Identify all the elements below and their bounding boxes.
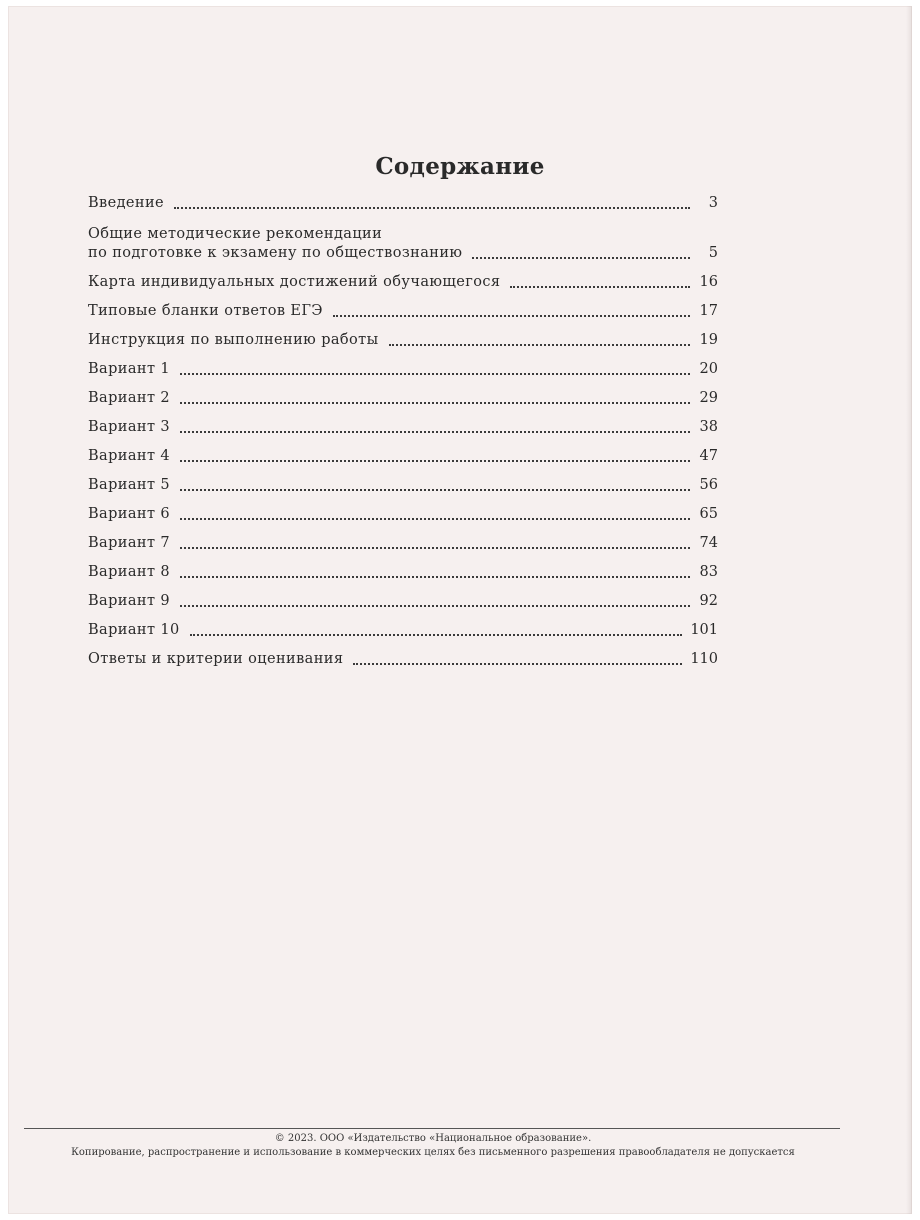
toc-entry [88, 555, 718, 584]
toc-entry-page-number: 19 [699, 332, 718, 348]
toc-entry-title [88, 389, 170, 408]
toc-entry-title [88, 534, 170, 553]
toc-entry-title-line: Вариант 4 [88, 448, 171, 464]
toc-entry-title-line: Общие методические рекомендации [88, 226, 383, 242]
toc-entry-title-line: Введение [88, 195, 165, 211]
toc-entry-title-line: по подготовке к экзамену по обществознанию [88, 245, 463, 261]
toc-entry-title-line: Вариант 5 [88, 477, 171, 493]
toc-dot-leader [180, 605, 690, 607]
toc-entry [88, 439, 718, 468]
toc-entry-title [88, 592, 170, 611]
toc-entry-page-number: 29 [699, 390, 718, 406]
toc-entry-page-number: 83 [699, 564, 718, 580]
toc-entry-page-number: 47 [699, 448, 718, 464]
toc-entry-page-number: 110 [690, 651, 718, 667]
toc-entry-page-number: 56 [699, 477, 718, 493]
toc-entry-title-line: Вариант 8 [88, 564, 171, 580]
toc-entry [88, 526, 718, 555]
toc-entry-page-number: 92 [699, 593, 718, 609]
toc-entry-title-line: Вариант 7 [88, 535, 171, 551]
toc-dot-leader [353, 663, 682, 665]
toc-entry [88, 381, 718, 410]
toc-entry-title [88, 563, 170, 582]
toc-entry-title [88, 302, 323, 321]
toc-dot-leader [190, 634, 683, 636]
toc-entry-page-number: 5 [708, 245, 718, 261]
toc-entry-page-number: 20 [699, 361, 718, 377]
toc-entry [88, 352, 718, 381]
toc-entry [88, 215, 718, 265]
toc-entry [88, 265, 718, 294]
toc-entry-title [88, 194, 164, 213]
toc-dot-leader [174, 207, 690, 209]
toc-entry-title [88, 225, 462, 263]
toc-entry-title [88, 447, 170, 466]
toc-entry-page-number: 38 [699, 419, 718, 435]
toc-entry-title [88, 418, 170, 437]
toc-entry-title-line: Типовые бланки ответов ЕГЭ [88, 303, 323, 319]
toc-dot-leader [180, 460, 690, 462]
toc-dot-leader [472, 257, 690, 259]
toc-entry-title [88, 273, 500, 292]
toc-entry-title-line: Вариант 2 [88, 390, 171, 406]
toc-dot-leader [180, 489, 690, 491]
footer [8, 1132, 858, 1160]
toc-entry-title [88, 650, 343, 669]
toc-entry [88, 323, 718, 352]
toc-dot-leader [389, 344, 690, 346]
document-page [8, 6, 912, 1214]
toc-dot-leader [180, 373, 690, 375]
footer-notice: Копирование, распространение и использование в коммерческих целях без письменного разрешения правообладателя не допускается [71, 1147, 795, 1158]
toc-entry [88, 410, 718, 439]
toc-entry [88, 497, 718, 526]
toc-dot-leader [180, 402, 690, 404]
toc-entry-title-line: Вариант 1 [88, 361, 171, 377]
toc-entry [88, 642, 718, 671]
toc-entry-title-line: Ответы и критерии оценивания [88, 651, 344, 667]
toc-entry-title-line: Карта индивидуальных достижений обучающегося [88, 274, 501, 290]
toc-entry-title [88, 621, 180, 640]
toc-dot-leader [510, 286, 690, 288]
toc-entry-title-line: Вариант 10 [88, 622, 180, 638]
toc-entry-title [88, 360, 170, 379]
footer-divider [24, 1128, 840, 1129]
toc-entry-title [88, 505, 170, 524]
table-of-contents [88, 186, 718, 671]
toc-dot-leader [180, 431, 690, 433]
toc-entry [88, 294, 718, 323]
toc-dot-leader [180, 576, 690, 578]
toc-entry [88, 584, 718, 613]
toc-entry-title-line: Вариант 6 [88, 506, 171, 522]
toc-entry-page-number: 65 [699, 506, 718, 522]
toc-dot-leader [180, 518, 690, 520]
toc-entry [88, 613, 718, 642]
toc-entry-title [88, 331, 379, 350]
toc-entry-title-line: Инструкция по выполнению работы [88, 332, 379, 348]
toc-entry-page-number: 101 [690, 622, 718, 638]
toc-entry [88, 186, 718, 215]
footer-copyright: © 2023. ООО «Издательство «Национальное образование». [274, 1133, 592, 1144]
page-title: Содержание [375, 153, 545, 181]
toc-entry-title-line: Вариант 9 [88, 593, 171, 609]
toc-entry [88, 468, 718, 497]
toc-entry-page-number: 74 [699, 535, 718, 551]
toc-entry-page-number: 16 [699, 274, 718, 290]
toc-dot-leader [333, 315, 690, 317]
toc-dot-leader [180, 547, 690, 549]
toc-entry-title [88, 476, 170, 495]
toc-entry-page-number: 3 [708, 195, 718, 211]
toc-entry-title-line: Вариант 3 [88, 419, 171, 435]
toc-entry-page-number: 17 [699, 303, 718, 319]
